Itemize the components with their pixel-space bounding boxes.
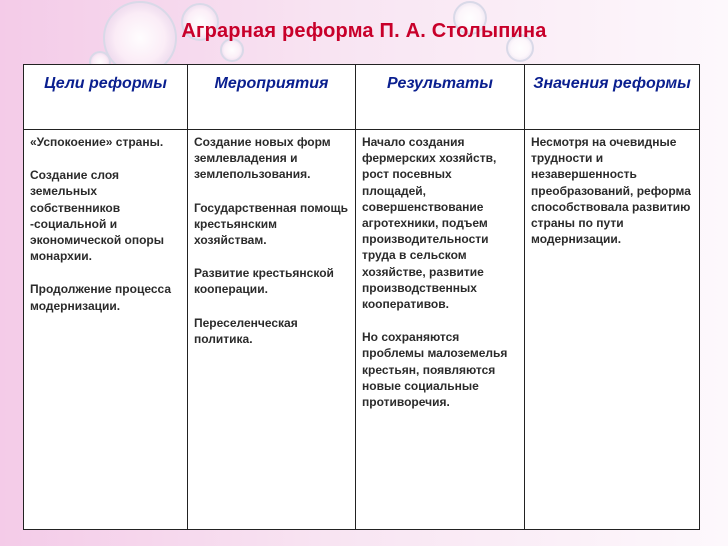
result-item: Начало создания фермерских хозяйств, рост посевных площадей, совершенствование агротехники, подъем производительности труда в сельском хозяйстве, развитие производственных кооперативов.	[362, 135, 497, 312]
header-goals	[24, 65, 188, 130]
header-results	[356, 65, 525, 130]
header-goals-label: Цели реформы	[44, 75, 167, 92]
measures-cell	[188, 130, 356, 530]
significance-cell	[525, 130, 700, 530]
slide-title: Аграрная реформа П. А. Столыпина	[181, 20, 547, 42]
goal-item: Создание слоя земельных собственников -социальной и экономической опоры монархии.	[30, 168, 165, 264]
header-results-label: Результаты	[387, 75, 493, 92]
goal-item: «Успокоение» страны.	[30, 135, 164, 149]
table-row	[24, 130, 700, 530]
goal-item: Продолжение процесса модернизации.	[30, 282, 172, 313]
measure-item: Развитие крестьянской кооперации.	[194, 266, 334, 297]
measure-item: Государственная помощь крестьянским хозяйствам.	[194, 200, 348, 248]
header-measures-label: Мероприятия	[214, 75, 329, 92]
measure-item: Создание новых форм землевладения и землепользования.	[194, 135, 331, 182]
significance-item: Несмотря на очевидные трудности и незавершенность преобразований, реформа способствовала развитию страны по пути модернизации.	[531, 135, 691, 247]
reform-table	[23, 64, 700, 530]
results-cell	[356, 130, 525, 530]
header-significance	[525, 65, 700, 130]
measure-item: Переселенческая политика.	[194, 315, 298, 346]
goals-cell	[24, 130, 188, 530]
table-header-row	[24, 65, 700, 130]
header-measures	[188, 65, 356, 130]
result-item: Но сохраняются проблемы малоземелья крестьян, появляются новые социальные противоречия.	[362, 330, 508, 410]
header-significance-label: Значения реформы	[533, 75, 691, 92]
